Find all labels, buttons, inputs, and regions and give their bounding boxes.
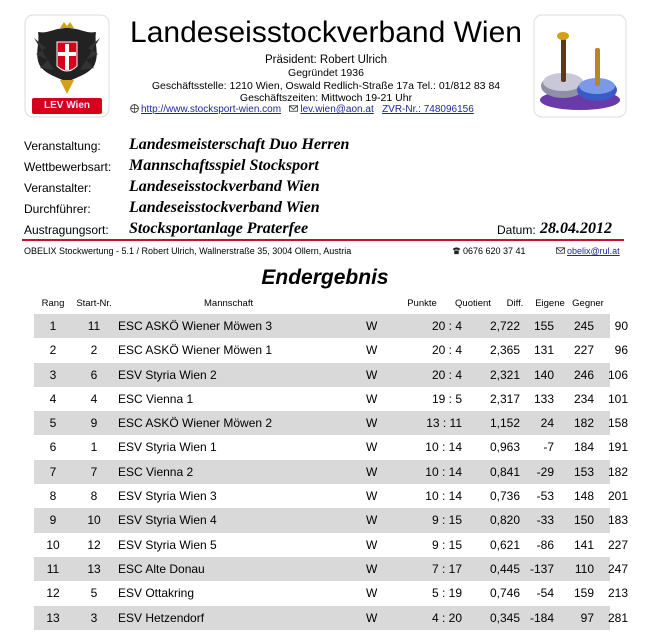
cell-gegner: 101 [607, 391, 628, 406]
curling-stones-image [533, 14, 627, 118]
cell-diff: 155 [533, 319, 554, 333]
cell-gegner: 191 [607, 440, 628, 455]
cell-punkte: 5 : 19 [431, 586, 462, 601]
cell-start: 5 [90, 586, 98, 601]
cell-w: W [366, 537, 378, 552]
cell-quotient: 0,445 [489, 561, 520, 576]
cell-rang: 11 [46, 561, 60, 576]
cell-eigene: 150 [573, 513, 594, 528]
cell-punkte: 10 : 14 [425, 489, 462, 504]
table-row [34, 581, 628, 605]
cell-punkte: 9 : 15 [431, 537, 462, 552]
cell-team: ESC ASKÖ Wiener Möwen 3 [118, 319, 273, 333]
cell-punkte: 9 : 15 [431, 513, 462, 528]
competition-type-label: Wettbewerbsart: [24, 160, 112, 174]
cell-punkte: 20 : 4 [431, 319, 462, 333]
cell-diff: -184 [529, 610, 554, 625]
table-row [34, 435, 628, 459]
table-row [34, 411, 628, 435]
col-header-punkte: Punkte [407, 298, 437, 309]
venue-value: Stocksportanlage Praterfee [129, 220, 309, 237]
contact-line [130, 104, 530, 116]
cell-diff: -53 [536, 489, 554, 504]
cell-rang: 3 [49, 367, 57, 382]
cell-w: W [366, 367, 378, 382]
cell-eigene: 141 [573, 537, 594, 552]
cell-gegner: 213 [607, 586, 628, 601]
cell-rang: 8 [49, 489, 57, 504]
cell-quotient: 0,621 [489, 537, 520, 552]
cell-rang: 7 [49, 464, 57, 479]
cell-start: 11 [87, 319, 101, 333]
cell-eigene: 227 [573, 343, 594, 358]
cell-diff: -54 [536, 586, 554, 601]
result-title: Endergebnis [261, 266, 389, 289]
cell-gegner: 158 [607, 416, 628, 431]
zvr-number: ZVR-Nr.: 748096156 [382, 104, 474, 115]
col-header-eigene: Eigene [535, 298, 565, 309]
cell-gegner: 90 [614, 319, 628, 333]
logo-text: LEV Wien [43, 100, 91, 111]
executor-label: Durchführer: [24, 202, 91, 216]
cell-team: ESC Vienna 1 [118, 391, 194, 406]
cell-eigene: 148 [573, 489, 594, 504]
cell-diff: -7 [543, 440, 554, 455]
cell-start: 13 [87, 561, 101, 576]
table-row [34, 314, 628, 338]
cell-team: ESV Ottakring [118, 586, 195, 601]
table-row [34, 484, 628, 508]
cell-punkte: 13 : 11 [426, 416, 462, 431]
cell-punkte: 20 : 4 [431, 367, 462, 382]
envelope-icon [556, 246, 565, 255]
cell-start: 7 [90, 464, 98, 479]
table-row [34, 363, 628, 387]
cell-rang: 5 [49, 416, 57, 431]
cell-start: 2 [90, 343, 98, 358]
date-label: Datum: [497, 223, 536, 237]
col-header-diff: Diff. [506, 298, 524, 309]
cell-quotient: 2,722 [489, 319, 520, 333]
cell-quotient: 0,820 [489, 513, 520, 528]
cell-punkte: 20 : 4 [431, 343, 462, 358]
results-table [34, 314, 628, 630]
cell-start: 8 [90, 489, 98, 504]
cell-diff: -29 [536, 464, 554, 479]
cell-diff: -33 [536, 513, 554, 528]
col-header-quotient: Quotient [455, 298, 491, 309]
cell-team: ESC ASKÖ Wiener Möwen 2 [118, 416, 273, 431]
cell-diff: 133 [533, 391, 554, 406]
executor-value: Landeseisstockverband Wien [129, 199, 320, 216]
president-line: Präsident: Robert Ulrich [264, 54, 388, 66]
cell-quotient: 2,365 [489, 343, 520, 358]
cell-team: ESV Styria Wien 2 [118, 367, 217, 382]
col-header-start: Start-Nr. [76, 298, 112, 309]
cell-eigene: 246 [573, 367, 594, 382]
phone-info [452, 245, 526, 258]
cell-team: ESV Styria Wien 1 [118, 440, 217, 455]
organizer-label: Veranstalter: [24, 181, 92, 195]
cell-start: 12 [87, 537, 101, 552]
curling-stone-icon [533, 14, 627, 118]
cell-start: 10 [87, 513, 101, 528]
globe-icon [130, 104, 139, 113]
table-row [34, 606, 628, 630]
cell-eigene: 182 [573, 416, 594, 431]
cell-team: ESV Hetzendorf [118, 610, 205, 625]
cell-quotient: 0,746 [489, 586, 520, 601]
cell-quotient: 0,963 [489, 440, 520, 455]
cell-team: ESV Styria Wien 4 [118, 513, 217, 528]
cell-rang: 6 [49, 440, 57, 455]
phone-number: 0676 620 37 41 [463, 246, 526, 256]
table-header [34, 296, 610, 312]
cell-rang: 4 [49, 391, 57, 406]
cell-quotient: 2,321 [489, 367, 520, 382]
cell-gegner: 96 [614, 343, 628, 358]
cell-start: 1 [90, 440, 98, 455]
org-title: Landeseisstockverband Wien [130, 16, 522, 49]
cell-w: W [366, 464, 378, 479]
cell-rang: 1 [49, 319, 57, 333]
software-info: OBELIX Stockwertung - 5.1 / Robert Ulrich, Wallnerstraße 35, 3004 Ollern, Austria [24, 246, 352, 256]
cell-diff: 140 [533, 367, 554, 382]
cell-w: W [366, 586, 378, 601]
table-row [34, 338, 628, 362]
cell-w: W [366, 416, 378, 431]
cell-w: W [366, 319, 378, 333]
cell-team: ESV Styria Wien 5 [118, 537, 217, 552]
cell-quotient: 2,317 [489, 391, 520, 406]
cell-start: 6 [90, 367, 98, 382]
cell-gegner: 106 [607, 367, 628, 382]
cell-diff: -137 [529, 561, 554, 576]
divider-line [22, 239, 624, 241]
cell-punkte: 19 : 5 [431, 391, 462, 406]
cell-diff: 24 [540, 416, 554, 431]
event-value: Landesmeisterschaft Duo Herren [129, 136, 350, 153]
venue-label: Austragungsort: [24, 223, 109, 237]
cell-punkte: 7 : 17 [431, 561, 462, 576]
col-header-rang: Rang [41, 298, 65, 309]
cell-gegner: 227 [607, 537, 628, 552]
table-row [34, 557, 628, 581]
cell-punkte: 4 : 20 [431, 610, 462, 625]
cell-eigene: 245 [573, 319, 594, 333]
table-row [34, 387, 628, 411]
cell-start: 9 [90, 416, 98, 431]
cell-quotient: 0,736 [489, 489, 520, 504]
office-line: Geschäftsstelle: 1210 Wien, Oswald Redlich-Straße 17a Tel.: 01/812 83 84 [151, 80, 501, 92]
cell-diff: -86 [536, 537, 554, 552]
cell-punkte: 10 : 14 [425, 440, 462, 455]
cell-team: ESC Alte Donau [118, 561, 205, 576]
cell-gegner: 182 [607, 464, 628, 479]
mail-info [556, 245, 620, 258]
col-header-team: Mannschaft [204, 298, 254, 309]
cell-team: ESC ASKÖ Wiener Möwen 1 [118, 343, 273, 358]
table-row [34, 508, 628, 532]
cell-team: ESV Styria Wien 3 [118, 489, 217, 504]
founded-line: Gegründet 1936 [288, 67, 364, 79]
cell-gegner: 247 [607, 561, 628, 576]
cell-start: 3 [90, 610, 98, 625]
cell-w: W [366, 489, 378, 504]
cell-w: W [366, 513, 378, 528]
cell-eigene: 159 [573, 586, 594, 601]
cell-quotient: 0,345 [489, 610, 520, 625]
cell-diff: 131 [533, 343, 554, 358]
cell-w: W [366, 343, 378, 358]
cell-eigene: 184 [573, 440, 594, 455]
footer-email-link[interactable]: obelix@rul.at [567, 246, 620, 256]
cell-w: W [366, 391, 378, 406]
cell-eigene: 110 [574, 561, 594, 576]
cell-rang: 12 [46, 586, 60, 601]
envelope-icon [289, 104, 298, 113]
cell-w: W [366, 610, 378, 625]
email-link[interactable]: lev.wien@aon.at [300, 104, 374, 115]
lev-wien-logo [24, 14, 110, 118]
cell-rang: 2 [49, 343, 57, 358]
hours-line: Geschäftszeiten: Mittwoch 19-21 Uhr [239, 92, 413, 104]
cell-rang: 13 [46, 610, 60, 625]
cell-rang: 9 [49, 513, 57, 528]
organizer-value: Landeseisstockverband Wien [129, 178, 320, 195]
table-row [34, 533, 628, 557]
date-value: 28.04.2012 [540, 220, 612, 237]
cell-start: 4 [90, 391, 98, 406]
col-header-gegner: Gegner [572, 298, 604, 309]
cell-gegner: 281 [607, 610, 628, 625]
cell-eigene: 153 [573, 464, 594, 479]
cell-team: ESC Vienna 2 [118, 464, 194, 479]
cell-quotient: 0,841 [489, 464, 520, 479]
competition-type-value: Mannschaftsspiel Stocksport [129, 157, 319, 174]
cell-rang: 10 [46, 537, 60, 552]
cell-eigene: 234 [573, 391, 594, 406]
phone-icon [452, 246, 461, 255]
cell-quotient: 1,152 [489, 416, 520, 431]
cell-w: W [366, 561, 378, 576]
cell-gegner: 183 [607, 513, 628, 528]
event-label: Veranstaltung: [24, 139, 101, 153]
cell-w: W [366, 440, 378, 455]
software-footer [24, 245, 624, 258]
website-link[interactable]: http://www.stocksport-wien.com [141, 104, 282, 115]
cell-eigene: 97 [580, 610, 594, 625]
cell-gegner: 201 [607, 489, 628, 504]
cell-punkte: 10 : 14 [425, 464, 462, 479]
table-row [34, 460, 628, 484]
